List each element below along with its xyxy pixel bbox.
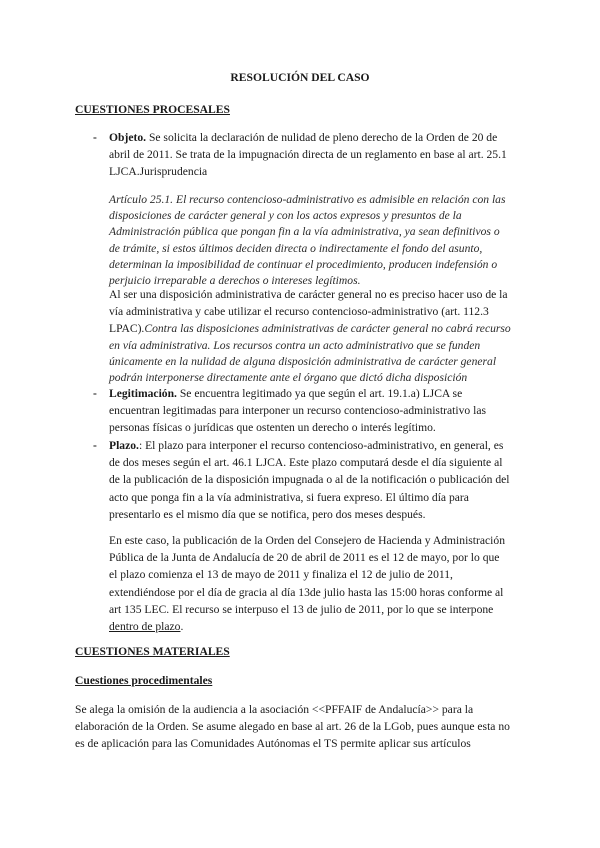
plazo-text-1: : El plazo para interponer el recurso contencioso-administrativo, en general, es [138, 439, 504, 452]
document-title: RESOLUCIÓN DEL CASO [230, 71, 370, 84]
legitimacion-text-3: personas físicas o jurídicas que ostenten un derecho o interés legítimo. [109, 421, 436, 435]
materiales-text-1: Se alega la omisión de la audiencia a la asociación <<PFFAIF de Andalucía>> para la [75, 703, 474, 716]
disposicion-quote-line: podrán interponerse directamente ante el órgano que dictó dicha disposición [109, 371, 468, 385]
plazo-text-5: presentarlo es el mismo día que se notifica, pero dos meses después. [109, 507, 426, 521]
plazo-text-2: de dos meses según el art. 46.1 LJCA. Este plazo computará desde el día siguiente al [109, 456, 503, 470]
disposicion-text-1: Al ser una disposición administrativa de carácter general no es preciso hacer uso de la [109, 288, 508, 301]
plazo-text-3: de la publicación de la disposición impugnada o al de la notificación o publicación del [109, 473, 510, 487]
caso-text-6-end: . [180, 620, 184, 634]
disposicion-quote-start: Contra las disposiciones administrativas de carácter general no cabrá recurso [144, 322, 511, 336]
bullet-plazo: - [93, 439, 97, 452]
objeto-text-1: Se solicita la declaración de nulidad de pleno derecho de la Orden de 20 de [148, 131, 498, 144]
heading-cuestiones-materiales: CUESTIONES MATERIALES [75, 645, 230, 658]
quote-line: Administración pública que pongan fin a la vía administrativa, ya sean definitivos o [109, 225, 500, 239]
disposicion-text-3: LPAC). [109, 322, 145, 336]
quote-line: perjuicio irreparable a derechos o intereses legítimos. [109, 274, 361, 288]
caso-text-3: el plazo comienza el 13 de mayo de 2011 y finaliza el 12 de julio de 2011, [109, 568, 453, 582]
plazo-label: Plazo. [109, 439, 139, 452]
quote-line: disposiciones de carácter general y con los actos expresos y presuntos de la [109, 209, 462, 223]
caso-text-5: art 135 LEC. El recurso se interpuso el 13 de julio de 2011, por lo que se interpone [109, 602, 494, 616]
dentro-de-plazo: dentro de plazo [109, 620, 181, 634]
caso-text-1: En este caso, la publicación de la Orden del Consejero de Hacienda y Administración [109, 534, 505, 547]
materiales-text-2: elaboración de la Orden. Se asume alegado en base al art. 26 de la LGob, pues aunque esta no [75, 720, 510, 734]
quote-line: determinan la imposibilidad de continuar el procedimiento, producen indefensión o [109, 257, 498, 271]
disposicion-quote-line: únicamente en la nulidad de alguna disposición administrativa de carácter general [109, 354, 497, 368]
quote-line: Artículo 25.1. El recurso contencioso-administrativo es admisible en relación con las [109, 193, 506, 206]
legitimacion-text-2: encuentran legitimadas para interponer un recurso contencioso-administrativo las [109, 404, 486, 418]
materiales-text-3: es de aplicación para las Comunidades Autónomas el TS permite aplicar sus artículos [75, 737, 471, 751]
bullet-legitimacion: - [93, 387, 97, 400]
objeto-text-2: abril de 2011. Se trata de la impugnación directa de un reglamento en base al art. 25.1 [109, 148, 507, 162]
legitimacion-text-1: Se encuentra legitimado ya que según el art. 19.1.a) LJCA se [179, 387, 463, 400]
bullet-objeto: - [93, 131, 97, 144]
articulo-25-quote [109, 192, 527, 289]
disposicion-paragraph [109, 286, 527, 386]
subheading-cuestiones-procedimentales: Cuestiones procedimentales [75, 674, 213, 687]
disposicion-quote-line: en vía administrativa. Los recursos contra un acto administrativo que se funden [109, 338, 481, 352]
materiales-paragraph [75, 701, 527, 753]
caso-text-4: extendiéndose por el día de gracia al día 13de julio hasta las 15:00 horas conforme al [109, 585, 504, 599]
objeto-text-3: LJCA.Jurisprudencia [109, 165, 208, 179]
heading-cuestiones-procesales: CUESTIONES PROCESALES [75, 103, 230, 116]
caso-text-2: Pública de la Junta de Andalucía de 20 de abril de 2011 es el 12 de mayo, por lo que [109, 551, 500, 565]
quote-line: de trámite, si estos últimos deciden directa o indirectamente el fondo del asunto, [109, 241, 483, 255]
disposicion-text-2: vía administrativa y cabe utilizar el recurso contencioso-administrativo (art. 112.3 [109, 305, 489, 319]
plazo-paragraph [109, 437, 527, 523]
caso-paragraph [109, 532, 527, 635]
legitimacion-paragraph [109, 385, 527, 437]
objeto-paragraph [109, 129, 527, 181]
legitimacion-label: Legitimación. [109, 387, 177, 400]
plazo-text-4: acto que ponga fin a la vía administrativa, si fuera expreso. El último día para [109, 490, 469, 504]
objeto-label: Objeto. [109, 131, 147, 144]
